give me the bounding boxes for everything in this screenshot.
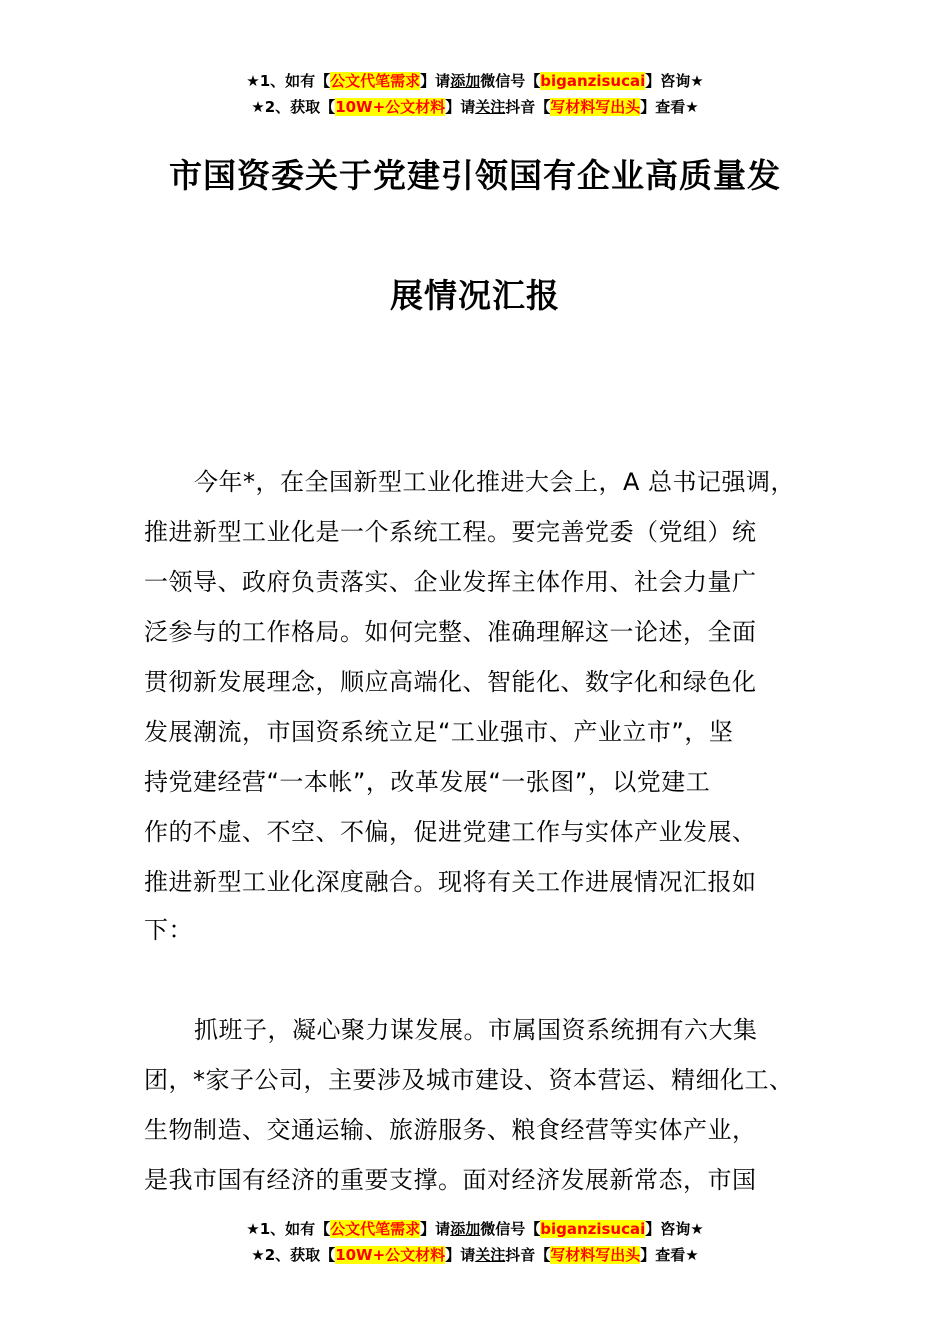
paragraph-1-line: 泛参与的工作格局。如何完整、准确理解这一论述，全面 xyxy=(144,618,757,646)
promo-text: 抖音【 xyxy=(505,1246,551,1264)
promo-text: 微信号【 xyxy=(480,1220,541,1238)
promo-text: ★2、获取【 xyxy=(251,1246,336,1264)
paragraph-2-line: 抓班子，凝心聚力谋发展。市属国资系统拥有六大集 xyxy=(194,1016,758,1044)
promo-text: 】请 xyxy=(445,1246,476,1264)
promo-text: 】查看★ xyxy=(640,1246,699,1264)
promo-text: 】咨询★ xyxy=(645,72,704,90)
paragraph-2-line: 是我市国有经济的重要支撑。面对经济发展新常态，市国 xyxy=(144,1166,757,1194)
promo-highlight: 10W+公文材料 xyxy=(335,98,446,116)
promo-text: 】查看★ xyxy=(640,98,699,116)
promo-underlined: 关注 xyxy=(475,98,506,116)
paragraph-1-line: 一领导、政府负责落实、企业发挥主体作用、社会力量广 xyxy=(144,568,757,596)
promo-text: ★1、如有【 xyxy=(246,72,331,90)
promo-text: 】请 xyxy=(420,72,451,90)
paragraph-2-line: 生物制造、交通运输、旅游服务、粮食经营等实体产业， xyxy=(144,1116,757,1144)
promo-underlined: 添加 xyxy=(450,1220,481,1238)
paragraph-1-line: 推进新型工业化深度融合。现将有关工作进展情况汇报如 xyxy=(144,868,757,896)
promo-underlined: 关注 xyxy=(475,1246,506,1264)
promo-douyin-id: 写材料写出头 xyxy=(550,1246,641,1264)
paragraph-1-line: 发展潮流，市国资系统立足“工业强市、产业立市”，坚 xyxy=(144,718,734,746)
promo-highlight: 10W+公文材料 xyxy=(335,1246,446,1264)
promo-text: ★1、如有【 xyxy=(246,1220,331,1238)
promo-highlight: 公文代笔需求 xyxy=(330,1220,421,1238)
promo-wechat-id: biganzisucai xyxy=(540,72,646,90)
promo-line-2 xyxy=(0,1242,950,1268)
paragraph-2-line: 团，*家子公司，主要涉及城市建设、资本营运、精细化工、 xyxy=(144,1066,794,1094)
bottom-promo-banner xyxy=(0,1216,950,1268)
promo-douyin-id: 写材料写出头 xyxy=(550,98,641,116)
promo-underlined: 添加 xyxy=(450,72,481,90)
promo-highlight: 公文代笔需求 xyxy=(330,72,421,90)
promo-line-1 xyxy=(0,1216,950,1242)
promo-text: 抖音【 xyxy=(505,98,551,116)
promo-line-2 xyxy=(0,94,950,120)
promo-text: 微信号【 xyxy=(480,72,541,90)
promo-text: 】咨询★ xyxy=(645,1220,704,1238)
promo-line-1 xyxy=(0,68,950,94)
promo-text: 】请 xyxy=(420,1220,451,1238)
top-promo-banner xyxy=(0,68,950,120)
paragraph-1-line: 持党建经营“一本帐”，改革发展“一张图”，以党建工 xyxy=(144,768,711,796)
promo-wechat-id: biganzisucai xyxy=(540,1220,646,1238)
document-title-line-2: 展情况汇报 xyxy=(390,276,560,315)
paragraph-1-line: 贯彻新发展理念，顺应高端化、智能化、数字化和绿色化 xyxy=(144,668,757,696)
paragraph-1-line: 作的不虚、不空、不偏，促进党建工作与实体产业发展、 xyxy=(144,818,757,846)
promo-text: ★2、获取【 xyxy=(251,98,336,116)
paragraph-1-line: 今年*，在全国新型工业化推进大会上，A 总书记强调， xyxy=(194,468,796,496)
document-title-line-1: 市国资委关于党建引领国有企业高质量发 xyxy=(169,156,781,195)
paragraph-1-line: 推进新型工业化是一个系统工程。要完善党委（党组）统 xyxy=(144,518,757,546)
promo-text: 】请 xyxy=(445,98,476,116)
paragraph-1-line: 下： xyxy=(144,916,193,944)
